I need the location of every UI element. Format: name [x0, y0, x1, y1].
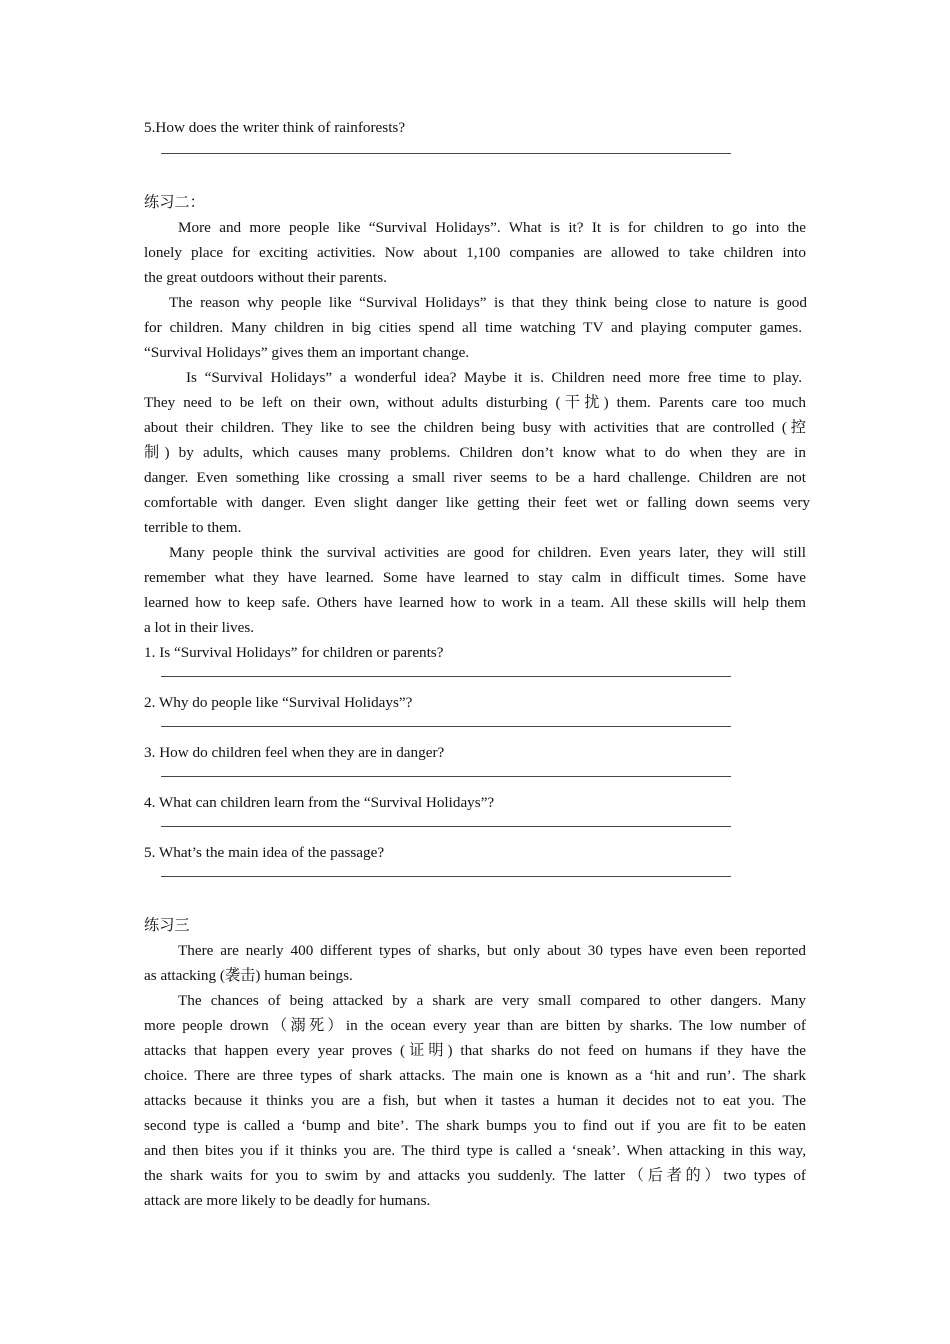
passage-3-line: second type is called a ‘bump and bite’. The shark bumps you to find out if you are fit to be eaten: [144, 1117, 806, 1134]
passage-3-line: The chances of being attacked by a shark are very small compared to other dangers. Many: [178, 992, 806, 1009]
exercise-2-heading: 练习二：: [144, 194, 205, 211]
passage-2-line: The reason why people like “Survival Holidays” is that they think being close to nature is good: [169, 294, 807, 311]
question-3: 3. How do children feel when they are in danger?: [144, 744, 445, 761]
passage-2-line: comfortable with danger. Even slight danger like getting their feet wet or falling down seems very: [144, 494, 810, 511]
passage-2-line: about their children. They like to see the children being busy with activities that are controlled (控: [144, 419, 806, 436]
exercise-3-heading: 练习三: [144, 917, 190, 934]
passage-3-line: attacks that happen every year proves (证明) that sharks do not feed on humans if they have the: [144, 1042, 806, 1059]
answer-line[interactable]: [161, 676, 731, 677]
passage-3-line: choice. There are three types of shark attacks. The main one is known as a ‘hit and run’. The shark: [144, 1067, 806, 1084]
question-5-rainforests: 5.How does the writer think of rainforests?: [144, 119, 406, 136]
passage-2-line: More and more people like “Survival Holidays”. What is it? It is for children to go into the: [178, 219, 806, 236]
passage-3-line: attack are more likely to be deadly for humans.: [144, 1192, 431, 1209]
passage-2-line: a lot in their lives.: [144, 619, 255, 636]
passage-2-line: lonely place for exciting activities. Now about 1,100 companies are allowed to take children into: [144, 244, 806, 261]
question-4: 4. What can children learn from the “Survival Holidays”?: [144, 794, 495, 811]
answer-line[interactable]: [161, 726, 731, 727]
passage-2-line: learned how to keep safe. Others have learned how to work in a team. All these skills will help them: [144, 594, 806, 611]
passage-3-line: and then bites you if it thinks you are. The third type is called a ‘sneak’. When attacking in this way,: [144, 1142, 806, 1159]
passage-2-line: danger. Even something like crossing a small river seems to be a hard challenge. Children are not: [144, 469, 806, 486]
question-2: 2. Why do people like “Survival Holidays”?: [144, 694, 413, 711]
question-1: 1. Is “Survival Holidays” for children or parents?: [144, 644, 444, 661]
passage-2-line: They need to be left on their own, without adults disturbing (干扰) them. Parents care too much: [144, 394, 806, 411]
passage-2-line: Many people think the survival activities are good for children. Even years later, they will still: [169, 544, 806, 561]
passage-2-line: 制) by adults, which causes many problems. Children don’t know what to do when they are in: [144, 444, 806, 461]
passage-3-line: attacks because it thinks you are a fish, but when it tastes a human it decides not to eat you. The: [144, 1092, 806, 1109]
question-5: 5. What’s the main idea of the passage?: [144, 844, 385, 861]
passage-3-line: as attacking (袭击) human beings.: [144, 967, 353, 984]
answer-line[interactable]: [161, 153, 731, 154]
passage-2-line: terrible to them.: [144, 519, 242, 536]
passage-2-line: remember what they have learned. Some have learned to stay calm in difficult times. Some have: [144, 569, 806, 586]
answer-line[interactable]: [161, 826, 731, 827]
passage-2-line: the great outdoors without their parents.: [144, 269, 387, 286]
passage-2-line: “Survival Holidays” gives them an important change.: [144, 344, 470, 361]
answer-line[interactable]: [161, 776, 731, 777]
passage-2-line: for children. Many children in big cities spend all time watching TV and playing computer games.: [144, 319, 802, 336]
passage-3-line: more people drown（溺死）in the ocean every year than are bitten by sharks. The low number of: [144, 1017, 806, 1034]
passage-3-line: There are nearly 400 different types of sharks, but only about 30 types have even been reported: [178, 942, 806, 959]
passage-3-line: the shark waits for you to swim by and attacks you suddenly. The latter（后者的）two types of: [144, 1167, 806, 1184]
answer-line[interactable]: [161, 876, 731, 877]
passage-2-line: Is “Survival Holidays” a wonderful idea? Maybe it is. Children need more free time to play.: [186, 369, 802, 386]
